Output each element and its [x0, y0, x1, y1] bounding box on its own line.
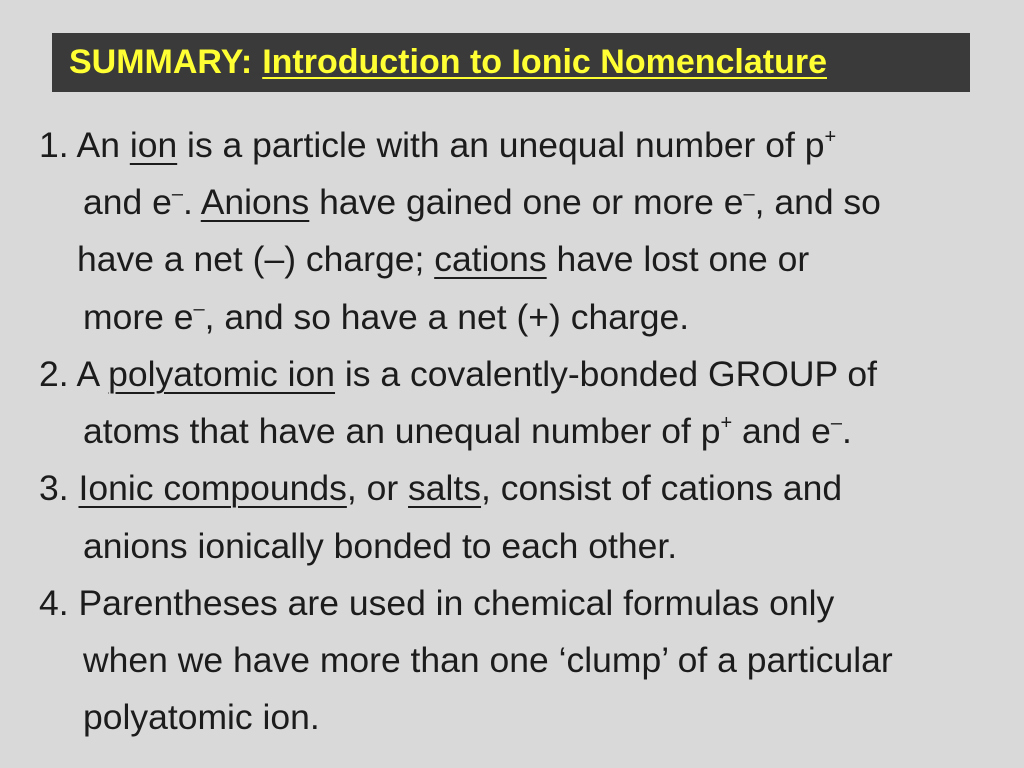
- text-segment: have lost one or: [546, 239, 810, 279]
- charge-superscript: +: [824, 126, 837, 148]
- text-segment: atoms that have an unequal number of p: [83, 411, 721, 451]
- summary-item-1-line-4: [83, 297, 689, 337]
- summary-item-1-line-3: [77, 239, 809, 279]
- text-segment: .: [841, 411, 852, 451]
- item-number: 4.: [39, 583, 79, 623]
- text-segment: have gained one or more e: [309, 182, 744, 222]
- text-segment: and e: [732, 411, 831, 451]
- key-term: salts: [408, 468, 482, 508]
- text-segment: .: [182, 182, 201, 222]
- summary-label: SUMMARY:: [69, 43, 253, 81]
- text-segment: An: [76, 125, 130, 165]
- text-segment: is a covalently-bonded GROUP of: [335, 354, 878, 394]
- charge-superscript: +: [720, 412, 733, 434]
- text-segment: have a net (–) charge;: [77, 239, 435, 279]
- text-segment: polyatomic ion.: [83, 697, 320, 737]
- text-segment: is a particle with an unequal number of p: [177, 125, 825, 165]
- key-term: ion: [129, 125, 178, 165]
- summary-item-1-line-2: [83, 182, 881, 222]
- key-term: polyatomic ion: [108, 354, 336, 394]
- item-number: 1.: [39, 125, 77, 165]
- text-segment: anions ionically bonded to each other.: [83, 526, 678, 566]
- key-term: cations: [434, 239, 547, 279]
- item-number: 3.: [39, 468, 79, 508]
- charge-superscript: –: [193, 298, 205, 320]
- summary-title-bar: [52, 33, 970, 92]
- summary-item-4-line-2: [83, 640, 893, 680]
- text-segment: , and so: [754, 182, 881, 222]
- summary-item-3-line-2: [83, 526, 677, 566]
- summary-item-2-line-1: [39, 354, 877, 394]
- charge-superscript: –: [830, 412, 842, 434]
- summary-item-3-line-1: [39, 468, 842, 508]
- text-segment: , consist of cations and: [481, 468, 843, 508]
- text-segment: more e: [83, 297, 194, 337]
- text-segment: , or: [346, 468, 409, 508]
- item-number: 2.: [39, 354, 77, 394]
- summary-topic: Introduction to Ionic Nomenclature: [262, 43, 827, 81]
- key-term: Ionic compounds: [78, 468, 347, 508]
- key-term: Anions: [200, 182, 310, 222]
- summary-item-2-line-2: [83, 411, 852, 451]
- text-segment: A: [76, 354, 109, 394]
- charge-superscript: –: [171, 183, 183, 205]
- text-segment: , and so have a net (+) charge.: [204, 297, 690, 337]
- text-segment: Parentheses are used in chemical formulas only: [78, 583, 835, 623]
- summary-item-4-line-3: [83, 697, 320, 737]
- summary-item-4-line-1: [39, 583, 834, 623]
- text-segment: when we have more than one ‘clump’ of a particular: [83, 640, 893, 680]
- text-segment: and e: [83, 182, 172, 222]
- charge-superscript: –: [743, 183, 755, 205]
- summary-item-1-line-1: [39, 125, 836, 165]
